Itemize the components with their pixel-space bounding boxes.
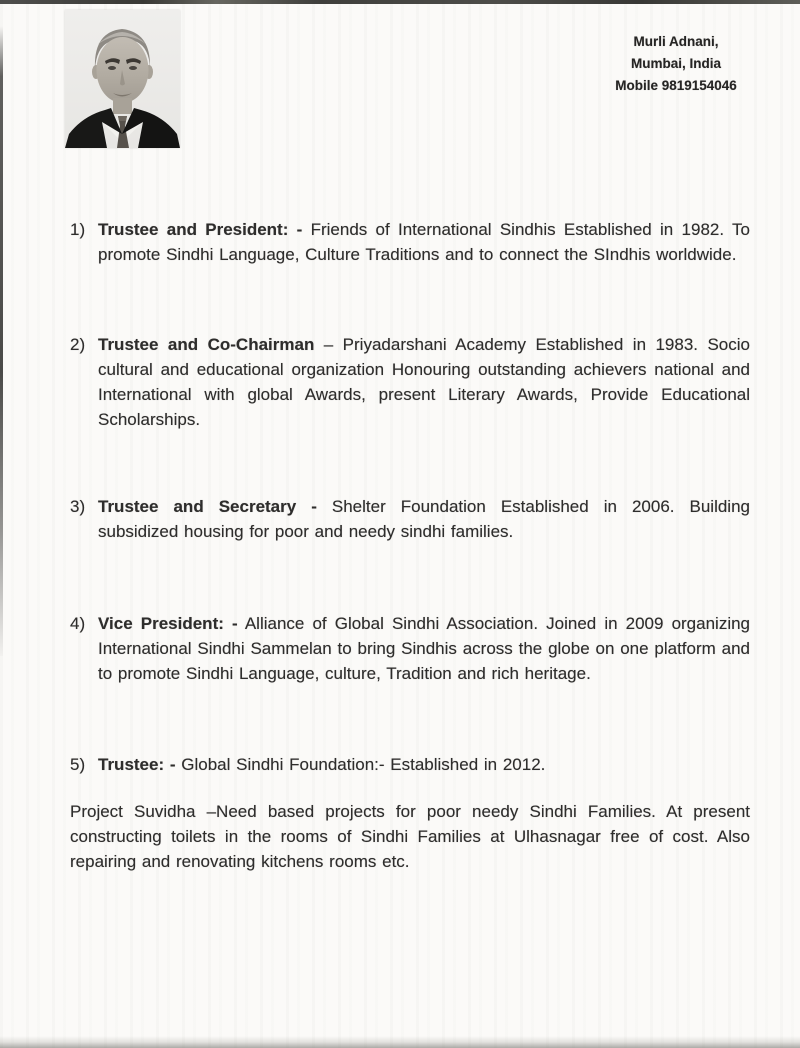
item-number: 1) — [70, 220, 86, 239]
item-number: 4) — [70, 614, 86, 633]
item-body — [98, 752, 750, 777]
item-text: Shelter Foundation Established in 2006. Building subsidized housing for poor and needy sindhi families. — [98, 497, 750, 541]
portrait-photo-drawing — [65, 10, 180, 148]
item-number: 5) — [70, 755, 86, 774]
list-item — [70, 752, 750, 777]
list-item — [70, 332, 750, 432]
positions-list — [70, 217, 750, 874]
item-text: Alliance of Global Sindhi Association. Joined in 2009 organizing International Sindhi Sammelan to bring Sindhis across the globe on one platform and to promote Sindhi Language, culture, Tradition and rich heritage. — [98, 614, 751, 683]
item-text: Friends of International Sindhis Established in 1982. To promote Sindhi Language, Culture Traditions and to connect the SIndhis worldwide. — [98, 220, 750, 264]
scan-artifact-top-edge — [0, 0, 800, 4]
item-title: Vice President: - — [98, 614, 238, 633]
contact-city: Mumbai, India — [630, 56, 721, 71]
item-title: Trustee: - — [98, 755, 176, 774]
list-item — [70, 611, 750, 686]
item-body — [98, 611, 750, 686]
item-body — [98, 332, 750, 432]
item-title: Trustee and Secretary - — [98, 497, 317, 516]
contact-mobile: Mobile 9819154046 — [615, 78, 737, 93]
item-body — [98, 217, 750, 267]
item-text: Global Sindhi Foundation:- Established in 2012. — [181, 755, 546, 774]
contact-block — [586, 31, 766, 97]
closing-paragraph: Project Suvidha –Need based projects for poor needy Sindhi Families. At present constructing toilets in the rooms of Sindhi Families at Ulhasnagar free of cost. Also repairing and renovating kitchens rooms etc. — [70, 802, 750, 871]
portrait-photo — [65, 10, 180, 148]
scan-artifact-left-edge — [0, 26, 3, 656]
item-number: 3) — [70, 497, 86, 516]
contact-name: Murli Adnani, — [633, 34, 719, 49]
item-title: Trustee and Co-Chairman — [98, 335, 315, 354]
list-item — [70, 494, 750, 544]
item-body — [98, 494, 750, 544]
list-item — [70, 217, 750, 267]
item-number: 2) — [70, 335, 86, 354]
item-title: Trustee and President: - — [98, 220, 303, 239]
item-text: – Priyadarshani Academy Established in 1983. Socio cultural and educational organization Honouring outstanding achievers national and International with global Awards, present Literary Awards, Provide Educational Scholarships. — [98, 335, 750, 429]
scan-artifact-bottom-edge — [0, 1036, 800, 1048]
